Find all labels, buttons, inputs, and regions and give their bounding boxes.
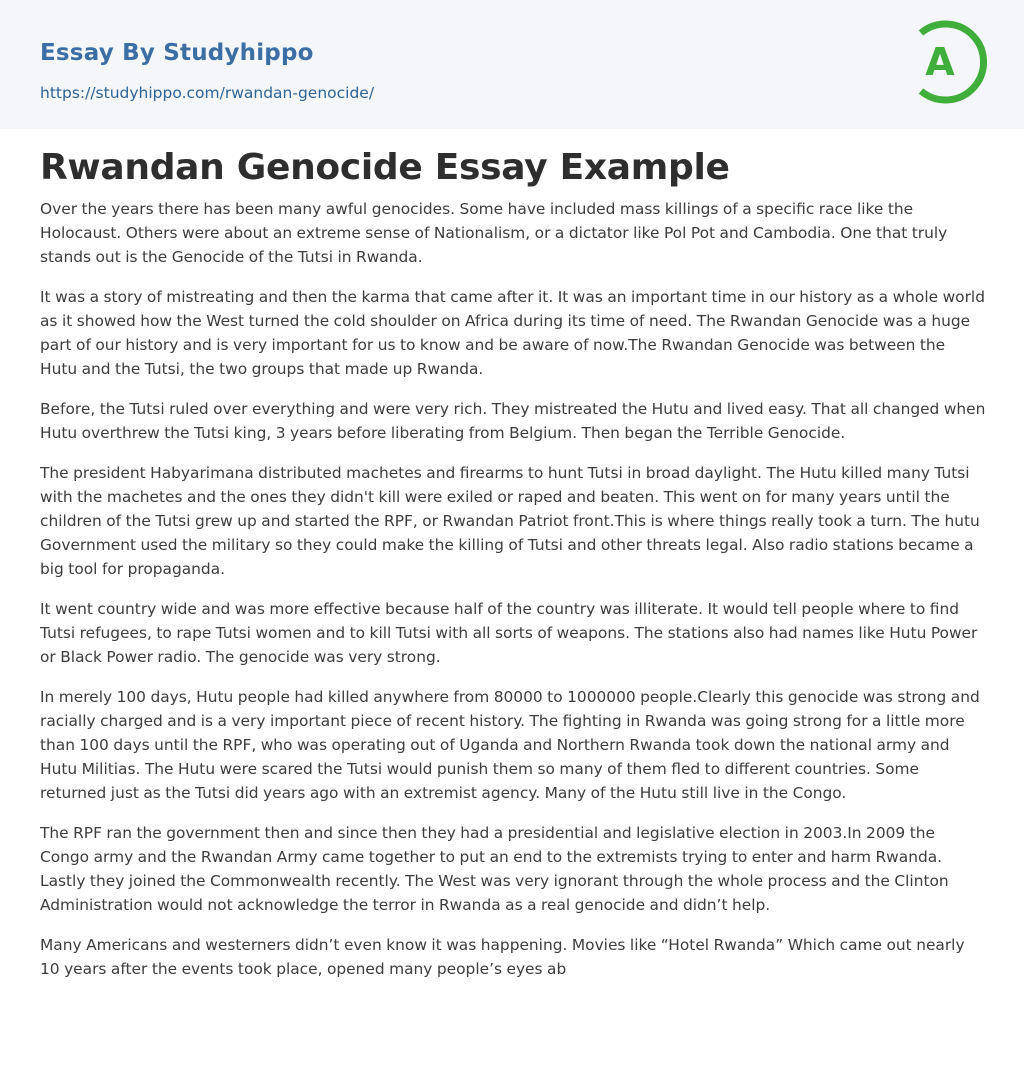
studyhippo-a-logo-icon[interactable] [909,17,989,107]
article-title: Rwandan Genocide Essay Example [40,147,730,188]
logo-letter: A [925,40,955,84]
page-url-link[interactable]: https://studyhippo.com/rwandan-genocide/ [40,84,375,102]
article-paragraph: Many Americans and westerners didn’t even know it was happening. Movies like “Hotel Rwanda” Which came out nearly 10 years after the events took place, opened many people’s eyes ab [40,936,965,978]
article-paragraph: The RPF ran the government then and since then they had a presidential and legislative election in 2003.In 2009 the Congo army and the Rwandan Army came together to put an end to the extremists trying to enter and harm Rwanda. Lastly they joined the Commonwealth recently. The West was very ignorant through the whole process and the Clinton Administration would not acknowledge the terror in Rwanda as a real genocide and didn’t help. [40,824,949,914]
article-paragraph: Before, the Tutsi ruled over everything and were very rich. They mistreated the Hutu and lived easy. That all changed when Hutu overthrew the Tutsi king, 3 years before liberating from Belgium. Then began the Terrible Genocide. [40,400,986,442]
site-brand[interactable]: Essay By Studyhippo [40,40,314,66]
article-paragraph: Over the years there has been many awful genocides. Some have included mass killings of a specific race like the Holocaust. Others were about an extreme sense of Nationalism, or a dictator like Pol Pot and Cambodia. One that truly stands out is the Genocide of the Tutsi in Rwanda. [40,200,948,266]
article-paragraph: It went country wide and was more effective because half of the country was illiterate. It would tell people where to find Tutsi refugees, to rape Tutsi women and to kill Tutsi with all sorts of weapons. The stations also had names like Hutu Power or Black Power radio. The genocide was very strong. [40,600,978,666]
article-paragraph: It was a story of mistreating and then the karma that came after it. It was an important time in our history as a whole world as it showed how the West turned the cold shoulder on Africa during its time of need. The Rwandan Genocide was a huge part of our history and is very important for us to know and be aware of now.The Rwandan Genocide was between the Hutu and the Tutsi, the two groups that made up Rwanda. [40,288,985,378]
site-header [0,0,1024,129]
article-paragraph: In merely 100 days, Hutu people had killed anywhere from 80000 to 1000000 people.Clearly this genocide was strong and racially charged and is a very important piece of recent history. The fighting in Rwanda was going strong for a little more than 100 days until the RPF, who was operating out of Uganda and Northern Rwanda took down the national army and Hutu Militias. The Hutu were scared the Tutsi would punish them so many of them fled to different countries. Some returned just as the Tutsi did years ago with an extremist agency. Many of the Hutu still live in the Congo. [40,688,980,802]
article-paragraph: The president Habyarimana distributed machetes and firearms to hunt Tutsi in broad daylight. The Hutu killed many Tutsi with the machetes and the ones they didn't kill were exiled or raped and beaten. This went on for many years until the children of the Tutsi grew up and started the RPF, or Rwandan Patriot front.This is where things really took a turn. The hutu Government used the military so they could make the killing of Tutsi and other threats legal. Also radio stations became a big tool for propaganda. [40,464,980,578]
article-body [40,145,986,997]
